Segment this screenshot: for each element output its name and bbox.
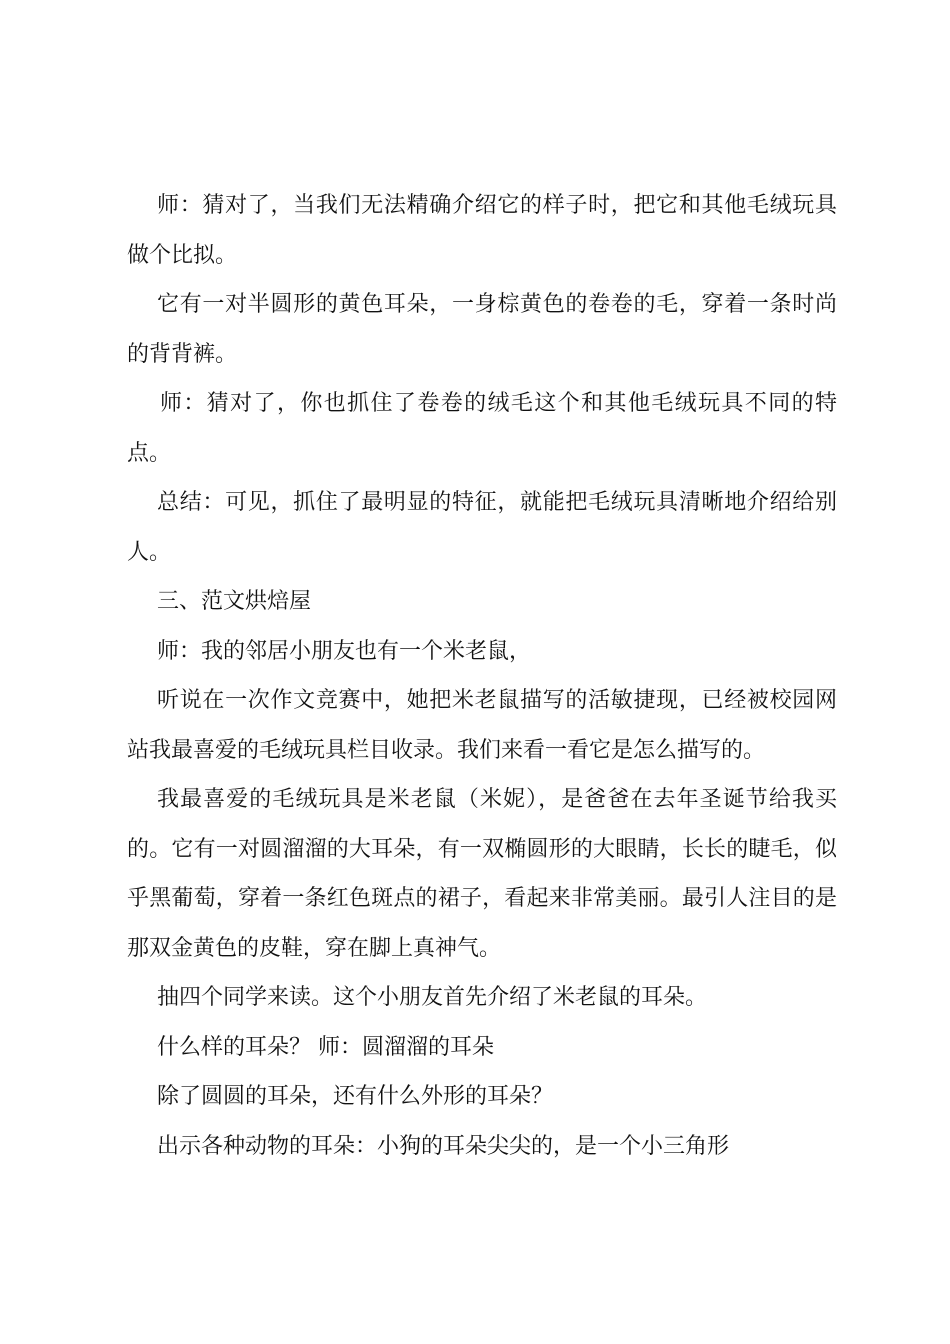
paragraph-9: 抽四个同学来读。这个小朋友首先介绍了米老鼠的耳朵。: [157, 985, 708, 1010]
paragraph-2: 它有一对半圆形的黄色耳朵，一身棕黄色的卷卷的毛，穿着一条时尚的背背裤。: [127, 292, 837, 367]
paragraph-8: 我最喜爱的毛绒玩具是米老鼠（米妮），是爸爸在去年圣诞节给我买的。它有一对圆溜溜的大耳朵，有一双椭圆形的大眼睛，长长的睫毛，似乎黑葡萄，穿着一条红色斑点的裙子，看起来非常美丽。最引人注目的是那双金黄色的皮鞋，穿在脚上真神气。: [127, 787, 837, 961]
paragraph-12: 出示各种动物的耳朵：小狗的耳朵尖尖的，是一个小三角形: [157, 1133, 730, 1159]
paragraph-1: 师：猜对了，当我们无法精确介绍它的样子时，把它和其他毛绒玩具做个比拟。: [127, 193, 837, 268]
paragraph-11: 除了圆圆的耳朵，还有什么外形的耳朵？: [157, 1084, 554, 1109]
paragraph-4: 总结：可见，抓住了最明显的特征，就能把毛绒玩具清晰地介绍给别人。: [127, 490, 837, 565]
section-heading: 三、范文烘焙屋: [157, 589, 312, 614]
document-body: [127, 181, 837, 1171]
paragraph-6: 师：我的邻居小朋友也有一个米老鼠，: [157, 638, 532, 664]
paragraph-10: 什么样的耳朵？ 师：圆溜溜的耳朵: [157, 1034, 494, 1060]
paragraph-3: 师：猜对了，你也抓住了卷卷的绒毛这个和其他毛绒玩具不同的特点。: [127, 391, 837, 466]
paragraph-7: 听说在一次作文竞赛中，她把米老鼠描写的活敏捷现，已经被校园网站我最喜爱的毛绒玩具栏目收录。我们来看一看它是怎么描写的。: [127, 688, 837, 763]
